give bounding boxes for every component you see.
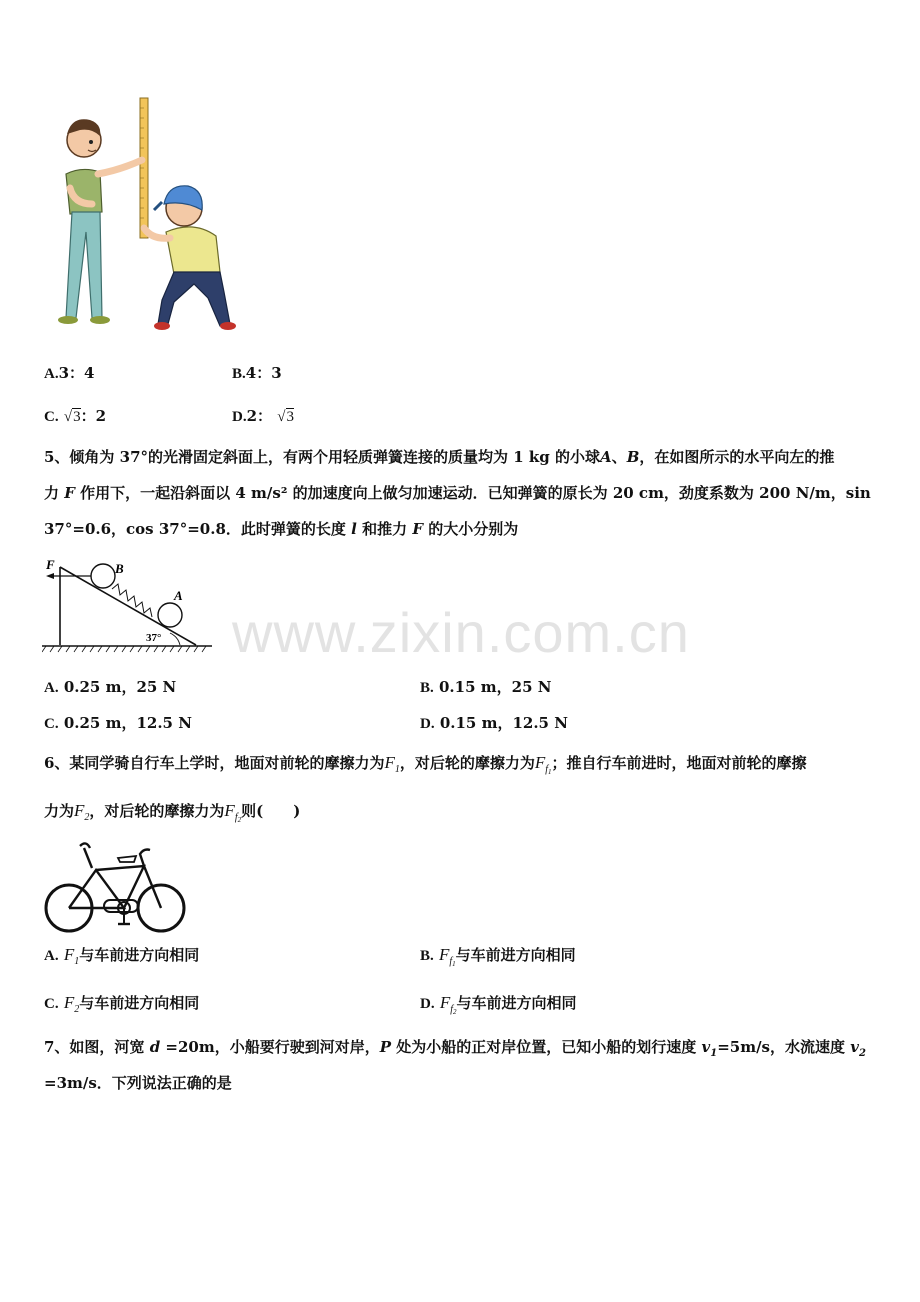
frame-rear [69,870,124,908]
text: 6、某同学骑自行车上学时，地面对前轮的摩擦力为 [44,754,385,772]
text: 5、倾角为 37°的光滑固定斜面上，有两个用轻质弹簧连接的质量均为 1 kg 的小球 [44,448,601,466]
measuring-height-illustration [44,92,244,337]
var-d: d [149,1038,161,1056]
q4-option-c[interactable] [44,405,106,426]
q5-line-2 [44,482,871,503]
incline-spring-figure [42,555,214,660]
option-label: D. [420,716,435,732]
var-b: B [626,448,640,466]
symbol: $F_2$ [63,993,80,1015]
option-label: C. [44,996,59,1012]
q7-line-1 [44,1036,866,1059]
text: 处为小船的正对岸位置，已知小船的划行速度 [396,1038,697,1056]
option-label: D. [420,996,435,1012]
handlebar [140,850,150,867]
option-label: B. [420,948,434,964]
q5-option-c[interactable] [44,712,192,733]
var-v2: $v_2$ [850,1038,866,1059]
var-v1: $v_1$ [701,1038,718,1059]
text: 7、如图，河宽 [44,1038,145,1056]
radicand: 3 [73,409,81,425]
q6-line-1 [44,752,807,776]
option-value: 0.15 m，25 N [439,678,552,696]
q4-option-d[interactable] [232,405,294,426]
option-label: D. [232,409,247,425]
text: ，对后轮的摩擦力为 [89,802,225,820]
q6-line-2 [44,800,301,824]
sqrt-symbol: √3 [63,409,81,425]
ground-hatching [42,646,206,652]
text: =3m/s．下列说法正确的是 [44,1074,232,1092]
text: ；推自行车前进时，地面对前轮的摩擦 [551,754,807,772]
symbol: $F_1$ [63,945,80,967]
symbol: $F_{f_1}$ [439,945,456,968]
q4-option-a[interactable] [44,362,94,383]
option-label: A. [44,366,59,382]
label-b: B [115,561,124,576]
text: ，在如图所示的水平向左的推 [639,448,835,466]
option-value: ：2 [80,407,106,425]
q6-option-a[interactable] [44,944,199,965]
var-l: l [351,520,357,538]
option-text: 与车前进方向相同 [456,994,577,1012]
symbol-ff1: $F_{f_1}$ [534,753,552,776]
angle-label: 37° [146,632,162,644]
sqrt-symbol: √3 [277,409,294,425]
option-label: A. [44,948,59,964]
watermark: www.zixin.com.cn [232,601,690,664]
seat-post [84,848,92,868]
ball-a [158,603,182,627]
force-arrowhead [46,573,54,579]
symbol-f2: $F_2$ [74,801,90,823]
option-label: C. [44,716,59,732]
text: 37°=0.6，cos 37°=0.8．此时弹簧的长度 [44,520,346,538]
radicand: 3 [286,409,294,425]
q5-option-b[interactable] [420,676,551,697]
option-label: A. [44,680,59,696]
var-a: A [600,448,612,466]
option-label: B. [420,680,434,696]
q5-option-d[interactable] [420,712,568,733]
label-f: F [46,557,55,572]
text: 、 [611,448,627,466]
text: 的大小分别为 [428,520,519,538]
option-label: B. [232,366,246,382]
q6-option-d[interactable] [420,992,577,1016]
var-f: F [412,520,423,538]
text: =20m，小船要行驶到河对岸， [165,1038,380,1056]
option-value: 0.25 m，25 N [63,678,177,696]
option-text: 与车前进方向相同 [455,946,576,964]
text: =5m/s，水流速度 [717,1038,846,1056]
text: 作用下，一起沿斜面以 4 m/s² 的加速度向上做匀加速运动．已知弹簧的原长为 20 cm，劲度系数为 200 N/m，sin [80,484,871,502]
option-text: 与车前进方向相同 [79,994,200,1012]
saddle [118,856,136,862]
handle-grip [80,843,90,848]
option-value: 0.25 m，12.5 N [63,714,192,732]
text: 和推力 [362,520,408,538]
option-text: 与车前进方向相同 [79,946,200,964]
q5-line-1 [44,446,834,467]
fork [144,866,161,908]
ball-b [91,564,115,588]
option-value: 4：3 [245,364,282,382]
q7-line-2 [44,1072,232,1093]
symbol-f1: $F_1$ [384,753,400,775]
q6-option-c[interactable] [44,992,199,1013]
option-label: C. [44,409,59,425]
text: 力 [44,484,60,502]
standing-man [58,119,142,324]
q5-line-3 [44,518,518,539]
label-a: A [174,588,183,603]
crouching-boy [144,186,236,330]
q4-option-b[interactable] [232,362,282,383]
text: 力为 [44,802,75,820]
q6-option-b[interactable] [420,944,576,968]
bicycle-figure [44,838,188,934]
symbol: $F_{f_2}$ [439,993,457,1016]
var-f: F [64,484,75,502]
q5-option-a[interactable] [44,676,176,697]
var-p: P [379,1038,392,1056]
symbol-ff2: $F_{f_2}$ [224,801,242,824]
text: 则( ) [241,802,301,820]
option-value: 0.15 m，12.5 N [439,714,568,732]
option-value: 2： [246,407,273,425]
text: ，对后轮的摩擦力为 [399,754,535,772]
option-value: 3：4 [58,364,95,382]
